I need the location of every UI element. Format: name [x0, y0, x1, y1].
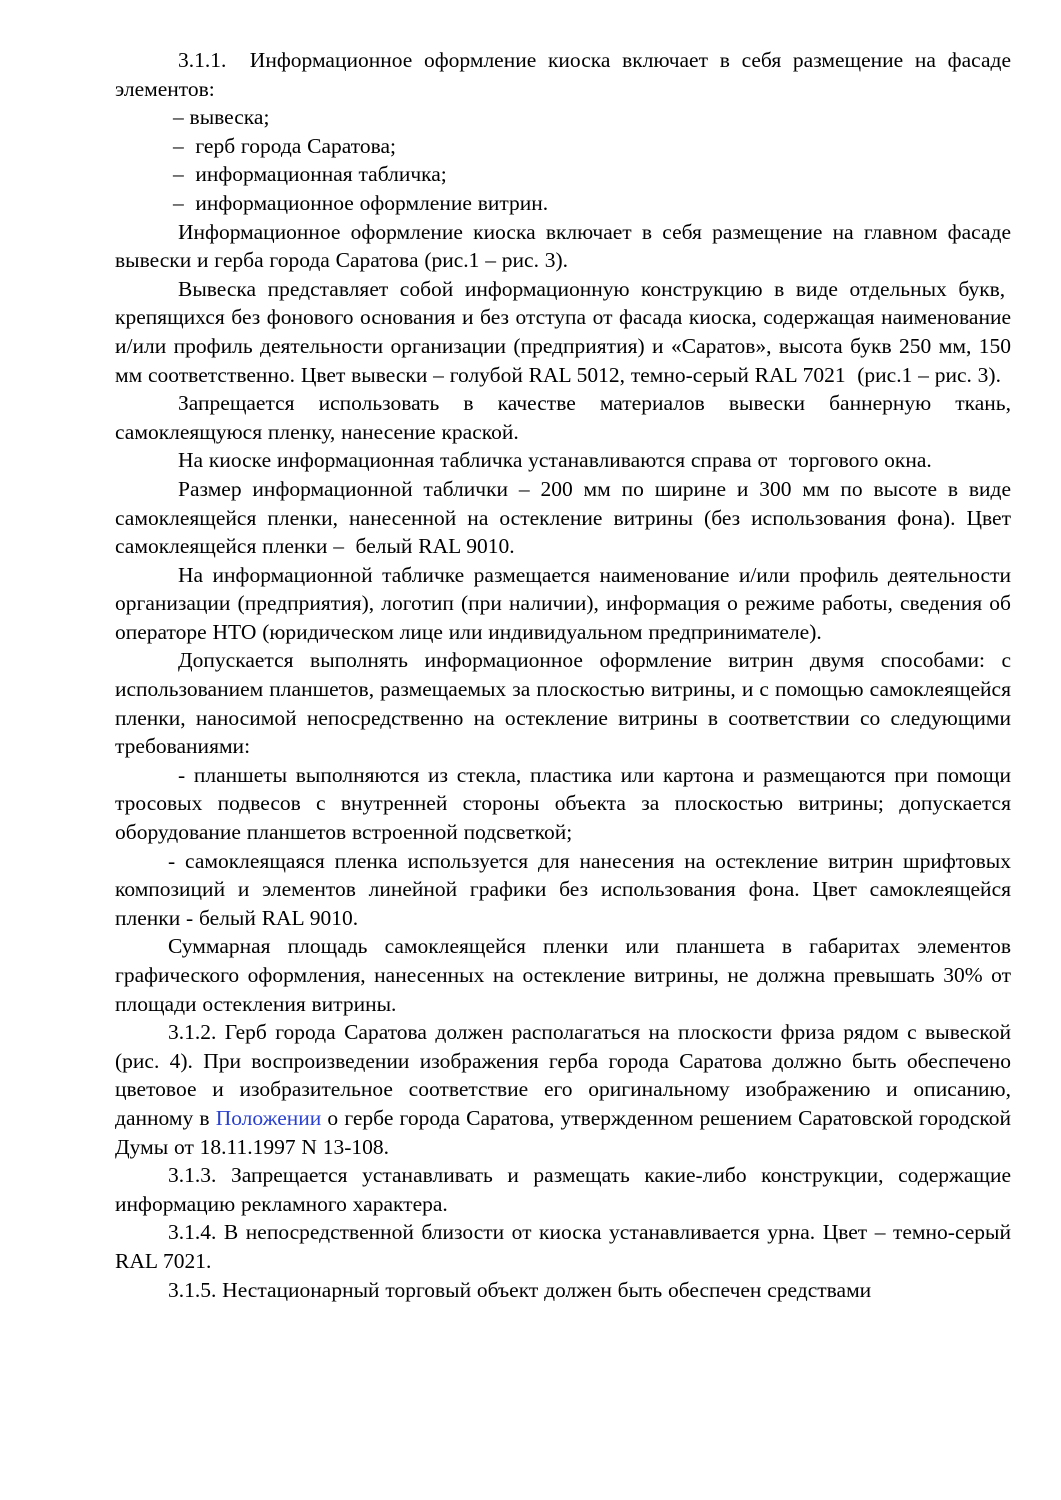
list-item-vitriny: – информационное оформление витрин.	[173, 190, 549, 215]
paragraph-3-1-2	[115, 1018, 1011, 1161]
paragraph-tablichka-size: Размер информационной таблички – 200 мм по ширине и 300 мм по высоте в виде самоклеящейся пленки, нанесенной на остекление витрины (без использования фона). Цвет самоклеящейся пленки – белый RAL 9010.	[115, 476, 1011, 559]
paragraph-vyveska-description: Вывеска представляет собой информационную конструкцию в виде отдельных букв, крепящихся без фонового основания и без отступа от фасада киоска, содержащая наименование и/или профиль деятельности организации (предприятия) и «Саратов», высота букв 250 мм, 150 мм соответственно. Цвет вывески – голубой RAL 5012, темно-серый RAL 7021 (рис.1 – рис. 3).	[115, 276, 1011, 387]
polozhenii-link[interactable]: Положении	[215, 1105, 322, 1130]
paragraph-3-1-5: 3.1.5. Нестационарный торговый объект должен быть обеспечен средствами	[168, 1277, 872, 1302]
paragraph-main-facade: Информационное оформление киоска включает в себя размещение на главном фасаде вывески и герба города Саратова (рис.1 – рис. 3).	[115, 219, 1011, 273]
paragraph-ban-materials: Запрещается использовать в качестве материалов вывески баннерную ткань, самоклеящуюся пленку, нанесение краской.	[115, 391, 1011, 444]
paragraph-3-1-3: 3.1.3. Запрещается устанавливать и размещать какие-либо конструкции, содержащие информацию рекламного характера.	[115, 1163, 1011, 1216]
paragraph-summary-area: Суммарная площадь самоклеящейся пленки или планшета в габаритах элементов графического оформления, нанесенных на остекление витрины, не должна превышать 30% от площади остекления витрины.	[115, 934, 1011, 1016]
paragraph-3-1-1-intro: 3.1.1. Информационное оформление киоска включает в себя размещение на фасаде элементов:	[115, 48, 1011, 101]
paragraph-3-1-4: 3.1.4. В непосредственной близости от киоска устанавливается урна. Цвет – темно-серый RAL 7021.	[115, 1220, 1011, 1273]
paragraph-tablichka-placement: На киоске информационная табличка устанавливаются справа от торгового окна.	[178, 448, 932, 473]
list-item-vyveska: – вывеска;	[173, 105, 270, 130]
paragraph-tablichka-content: На информационной табличке размещается наименование и/или профиль деятельности организации (предприятия), логотип (при наличии), информация о режиме работы, сведения об операторе НТО (юридическом лице или индивидуальном предпринимателе).	[115, 562, 1011, 644]
paragraph-3-1-2-pre: 3.1.2. Герб города Саратова должен располагаться на плоскости фриза рядом с вывеской (рис. 4). При воспроизведении изображения герба города Саратова должно быть обеспечено цветовое и изобразительное соответствие его оригинальному изображению и описанию, данному в	[115, 1020, 1011, 1130]
list-item-gerb: – герб города Саратова;	[173, 133, 396, 158]
paragraph-plenka: - самоклеящаяся пленка используется для нанесения на остекление витрин шрифтовых композиций и элементов линейной графики без использования фона. Цвет самоклеящейся пленки - белый RAL 9010.	[115, 848, 1011, 930]
paragraph-vitriny-two-ways: Допускается выполнять информационное оформление витрин двумя способами: с использованием планшетов, размещаемых за плоскостью витрины, и с помощью самоклеящейся пленки, наносимой непосредственно на остекление витрины в соответствии со следующими требованиями:	[115, 648, 1011, 759]
paragraph-planshety: - планшеты выполняются из стекла, пластика или картона и размещаются при помощи тросовых подвесов с внутренней стороны объекта за плоскостью витрины; допускается оборудование планшетов встроенной подсветкой;	[115, 762, 1011, 845]
list-item-tablichka: – информационная табличка;	[173, 162, 447, 187]
paragraph-3-1-2-post: о гербе города Саратова, утвержденном решением Саратовской городской Думы от 18.11.1997 N 13-108.	[115, 1105, 1012, 1159]
